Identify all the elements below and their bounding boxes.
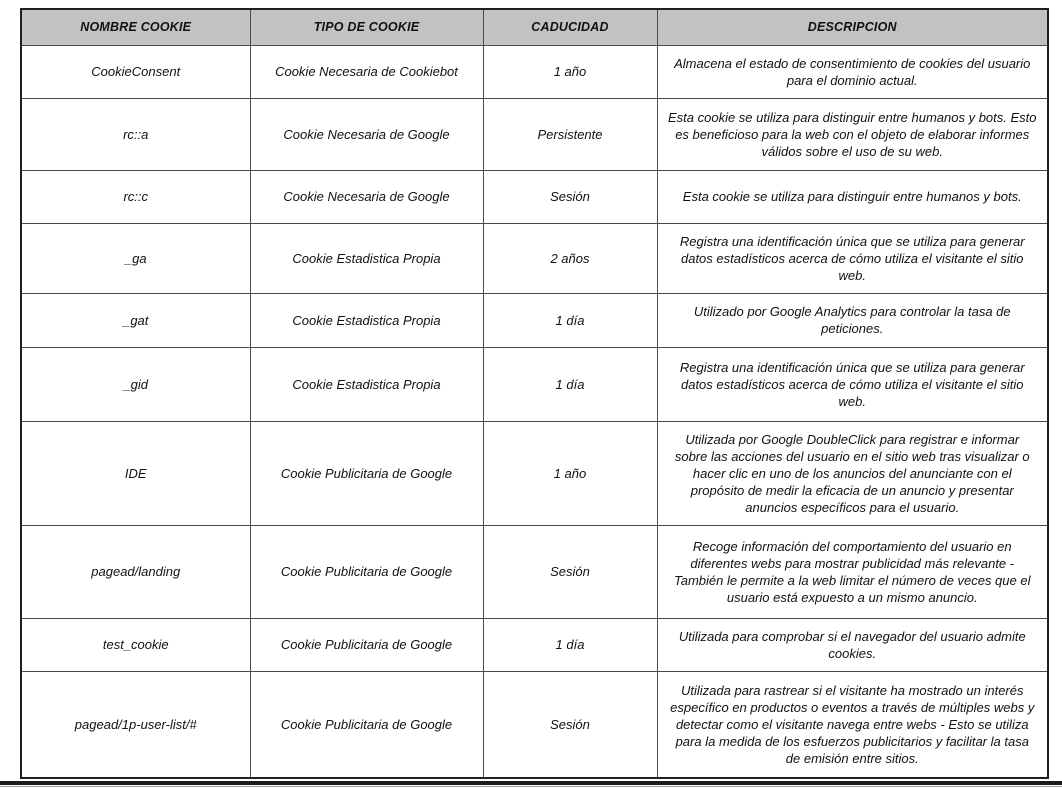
cookie-type-cell: Cookie Publicitaria de Google <box>250 618 483 671</box>
cookie-description-cell: Utilizada por Google DoubleClick para registrar e informar sobre las acciones del usuario en el sitio web tras visualizar o hacer clic en uno de los anuncios del anunciante con el propósito de medir la eficacia de un anuncio y presentar anuncios específicos para el usuario. <box>657 421 1048 525</box>
cookie-expiry-cell: Sesión <box>483 170 657 223</box>
cookie-type-cell: Cookie Publicitaria de Google <box>250 421 483 525</box>
cookie-name-cell: _ga <box>21 223 250 293</box>
cookie-expiry-cell: 1 año <box>483 421 657 525</box>
cookie-type-cell: Cookie Publicitaria de Google <box>250 671 483 778</box>
cookie-name-cell: _gat <box>21 293 250 347</box>
table-row <box>21 98 1048 170</box>
cookie-name-cell: rc::a <box>21 98 250 170</box>
table-row <box>21 421 1048 525</box>
cookie-type-cell: Cookie Necesaria de Google <box>250 170 483 223</box>
cookie-type-cell: Cookie Necesaria de Cookiebot <box>250 45 483 98</box>
cookie-name-cell: pagead/1p-user-list/# <box>21 671 250 778</box>
cookie-description-cell: Utilizado por Google Analytics para controlar la tasa de peticiones. <box>657 293 1048 347</box>
table-row <box>21 618 1048 671</box>
cookie-description-cell: Almacena el estado de consentimiento de cookies del usuario para el dominio actual. <box>657 45 1048 98</box>
table-row <box>21 671 1048 778</box>
table-row <box>21 45 1048 98</box>
table-row <box>21 525 1048 618</box>
cookie-description-cell: Esta cookie se utiliza para distinguir entre humanos y bots. <box>657 170 1048 223</box>
column-header-descripcion: DESCRIPCION <box>657 9 1048 45</box>
cookie-description-cell: Registra una identificación única que se utiliza para generar datos estadísticos acerca de cómo utiliza el visitante el sitio web. <box>657 223 1048 293</box>
cookie-description-cell: Utilizada para comprobar si el navegador del usuario admite cookies. <box>657 618 1048 671</box>
cookie-description-cell: Utilizada para rastrear si el visitante ha mostrado un interés específico en productos o eventos a través de múltiples webs y detectar como el visitante navega entre webs - Esto se utiliza para la medida de los esfuerzos publicitarios y facilitar la tasa de emisión entre sitios. <box>657 671 1048 778</box>
cookie-expiry-cell: Sesión <box>483 671 657 778</box>
cookie-name-cell: test_cookie <box>21 618 250 671</box>
cookie-description-cell: Esta cookie se utiliza para distinguir entre humanos y bots. Esto es beneficioso para la web con el objeto de elaborar informes válidos sobre el uso de su web. <box>657 98 1048 170</box>
cookie-description-cell: Recoge información del comportamiento del usuario en diferentes webs para mostrar publicidad más relevante - También le permite a la web limitar el número de veces que el usuario está expuesto a un mismo anuncio. <box>657 525 1048 618</box>
column-header-caducidad: CADUCIDAD <box>483 9 657 45</box>
cookie-expiry-cell: 1 día <box>483 293 657 347</box>
cookie-expiry-cell: 1 año <box>483 45 657 98</box>
cookie-description-cell: Registra una identificación única que se utiliza para generar datos estadísticos acerca de cómo utiliza el visitante el sitio web. <box>657 347 1048 421</box>
cookie-expiry-cell: 2 años <box>483 223 657 293</box>
cookie-table-container <box>20 8 1049 779</box>
table-row <box>21 170 1048 223</box>
cookie-expiry-cell: Sesión <box>483 525 657 618</box>
column-header-tipo-de-cookie: TIPO DE COOKIE <box>250 9 483 45</box>
cookie-name-cell: IDE <box>21 421 250 525</box>
table-row <box>21 293 1048 347</box>
cookie-type-cell: Cookie Estadistica Propia <box>250 347 483 421</box>
cookie-type-cell: Cookie Necesaria de Google <box>250 98 483 170</box>
header-row <box>21 9 1048 45</box>
cookie-expiry-cell: Persistente <box>483 98 657 170</box>
cookie-type-cell: Cookie Publicitaria de Google <box>250 525 483 618</box>
window-bottom-edge <box>0 786 1062 787</box>
cookie-type-cell: Cookie Estadistica Propia <box>250 223 483 293</box>
cookie-expiry-cell: 1 día <box>483 347 657 421</box>
table-header <box>21 9 1048 45</box>
table-body <box>21 45 1048 778</box>
table-row <box>21 223 1048 293</box>
column-header-nombre-cookie: NOMBRE COOKIE <box>21 9 250 45</box>
cookie-name-cell: _gid <box>21 347 250 421</box>
table-row <box>21 347 1048 421</box>
cookie-name-cell: CookieConsent <box>21 45 250 98</box>
cookie-name-cell: pagead/landing <box>21 525 250 618</box>
cookie-expiry-cell: 1 día <box>483 618 657 671</box>
cookie-table <box>20 8 1049 779</box>
cookie-type-cell: Cookie Estadistica Propia <box>250 293 483 347</box>
cookie-name-cell: rc::c <box>21 170 250 223</box>
window-bottom-bar <box>0 781 1062 785</box>
